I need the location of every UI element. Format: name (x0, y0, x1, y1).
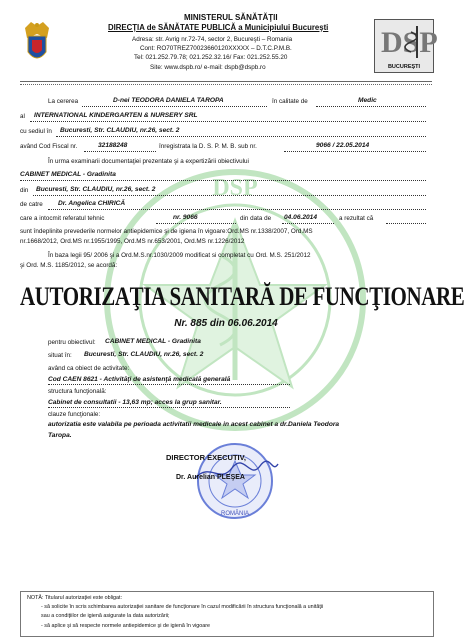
watermark-text: DSP (212, 175, 258, 201)
legal-basis-line-1: În baza legii 95/ 2006 şi a Ord.M.S.nr.1030/2009 modificat si completat cu Ord. M.S. 251/2012 (48, 252, 311, 259)
caduceus-icon (379, 22, 438, 60)
company-name: INTERNATIONAL KINDERGARTEN & NURSERY SRL (34, 112, 198, 119)
objective-name: CABINET MEDICAL - Gradinita (20, 171, 116, 178)
romania-coat-of-arms-icon (22, 20, 52, 66)
authorized-location: Bucuresti, Str. CLAUDIU, nr.26, sect. 2 (84, 351, 204, 358)
norms-line-2: nr.1668/2012, Ord.MS nr.1955/1995, Ord.MS nr.653/2001, Ord.MS nr.1226/2012 (20, 238, 245, 245)
legal-basis-line-2: şi Ord. M.S. 1185/2012, se acordă: (20, 262, 118, 269)
label-registration: înregistrata la D. S. P. M. B. sub nr. (159, 143, 257, 150)
footer-note-item-3: - să aplice şi să respecte normele antiepidemice şi de igienă în vigoare (41, 623, 210, 629)
label-as: în calitate de (272, 98, 308, 105)
objective-location: Bucuresti, Str. CLAUDIU, nr.26, sect. 2 (36, 186, 156, 193)
label-report: care a intocmit referatul tehnic (20, 215, 105, 222)
footer-note-title: NOTĂ: Titularul autorizaţiei este obligat: (27, 595, 122, 601)
report-date: 04.06.2014 (284, 214, 318, 221)
seal-text: ROMÂNIA (220, 511, 250, 517)
svg-text:DSP: DSP (381, 26, 438, 59)
header-divider (20, 81, 432, 82)
handwritten-signature (190, 460, 280, 486)
fiscal-code: 32188248 (98, 142, 128, 149)
website-email: Site: www.dspb.ro/ e-mail: dspb@dspb.ro (150, 64, 266, 71)
company-seat: Bucuresti, Str. CLAUDIU, nr.26, sect. 2 (60, 127, 180, 134)
directorate-name: DIRECŢIA de SĂNĂTATE PUBLICĂ a Municipiului Bucureşti (108, 23, 329, 32)
address: Adresa: str. Avrig nr.72-74, sector 2, Bucureşti – Romania (132, 36, 293, 43)
label-by: de catre (20, 201, 43, 208)
footer-note-box (20, 591, 434, 637)
functional-clauses-line-1: autorizatia este valabila pe perioada activitatii medicale in acest cabinet a dr.Daniela Teodora (48, 421, 340, 428)
label-seat: cu sediul în (20, 128, 52, 135)
dsp-logo (374, 19, 438, 73)
label-request: La cererea (48, 98, 79, 105)
label-of: al (20, 113, 25, 120)
requester-name: D-nei TEODORA DANIELA TAROPA (113, 97, 224, 104)
report-number: nr. 9066 (173, 214, 198, 221)
label-fiscal-code: având Cod Fiscal nr. (20, 143, 78, 150)
norms-line-1: sunt îndeplinite prevederile normelor antiepidemice şi de igiena în vigoare:Ord.MS nr.1338/2007, Ord.MS (20, 228, 313, 235)
ministry-name: MINISTERUL SĂNĂTĂŢII (184, 13, 278, 22)
label-date: din data de (240, 215, 272, 222)
label-activity: având ca obiect de activitate: (48, 365, 130, 372)
functional-clauses-line-2: Taropa. (48, 432, 72, 439)
label-structure: structura funcţională: (48, 388, 107, 395)
label-objective: pentru obiectivul: (48, 339, 96, 346)
header-divider-dotted (20, 84, 432, 85)
functional-structure: Cabinet de consultatii - 13,63 mp; acces la grup sanitar. (48, 399, 222, 406)
registration-number: 9066 / 22.05.2014 (316, 142, 370, 149)
inspector-name: Dr. Angelica CHIRICĂ (58, 200, 126, 207)
activity-code: Cod CAEN 8621 - Activităţi de asistenţă medicală generală (48, 376, 231, 383)
requester-role: Medic (358, 97, 377, 104)
label-clauses: clauze funcţionale: (48, 411, 101, 418)
dsp-logo-label: BUCUREŞTI (387, 64, 421, 70)
phone-fax: Tel: 021.252.79.78; 021.252.32.16/ Fax: 021.252.55.20 (134, 54, 288, 61)
signatory-name: Dr. Aurelian PLEŞEA (176, 474, 245, 481)
authorized-objective: CABINET MEDICAL - Gradinita (105, 338, 201, 345)
authorization-number: Nr. 885 din 06.06.2014 (174, 318, 278, 329)
label-from: din (20, 187, 29, 194)
signature-title: DIRECTOR EXECUTIV, (166, 453, 247, 462)
footer-note-item-1: - să solicite în scris schimbarea autorizaţiei sanitare de funcţionare în cazul modificării în structura funcţională a unităţii (41, 604, 324, 610)
paragraph-examination: În urma examinarii documentaţiei prezentate şi a expertizării obiectivului (48, 158, 249, 165)
label-situated: situat în: (48, 352, 72, 359)
label-result: a rezultat că (339, 215, 374, 222)
bank-account: Cont: RO70TREZ70023660120XXXXX – D.T.C.P.M.B. (140, 45, 292, 52)
footer-note-item-2: sau a condiţiilor de igienă asigurate la data autorizării; (41, 613, 170, 619)
document-title: AUTORIZAŢIA SANITARĂ DE FUNCŢIONARE (20, 281, 464, 311)
